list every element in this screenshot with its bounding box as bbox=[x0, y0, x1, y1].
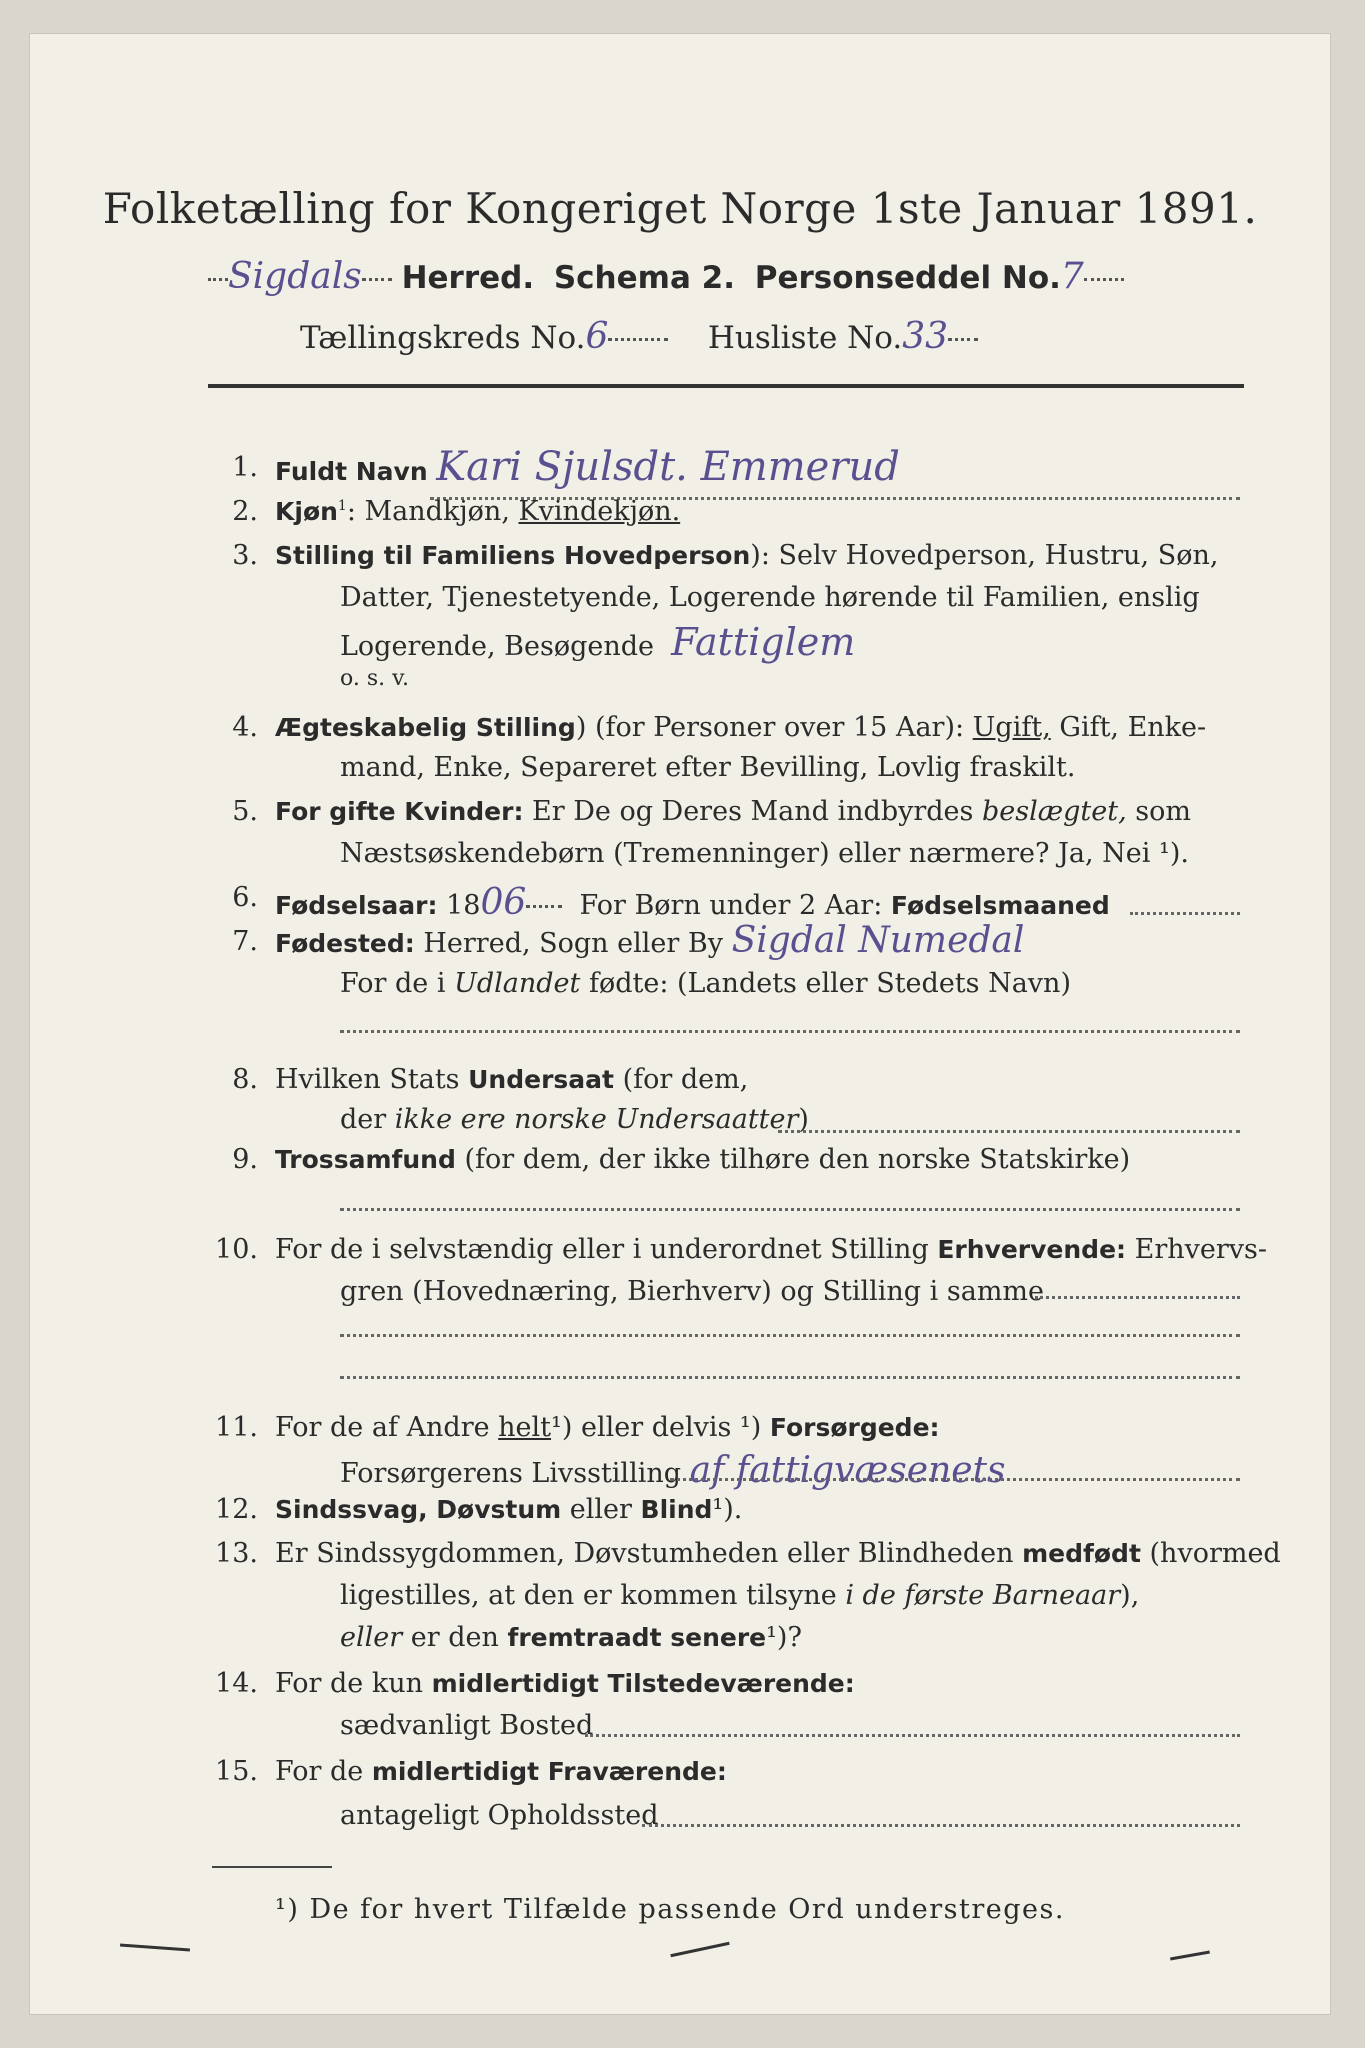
q4-text1: ) (for Personer over 15 Aar): bbox=[575, 712, 965, 743]
stray-mark-left bbox=[120, 1944, 190, 1952]
stray-mark-right bbox=[1170, 1951, 1210, 1961]
q3-line3 bbox=[340, 620, 855, 664]
census-form-sheet bbox=[30, 34, 1330, 2014]
form-title: Folketælling for Kongeriget Norge 1ste Januar 1891. bbox=[102, 184, 1258, 233]
q6-value: 06 bbox=[480, 882, 527, 923]
herred-line bbox=[208, 256, 1124, 297]
q2-label: Kjøn bbox=[275, 497, 338, 526]
q7-value: Sigdal Numedal bbox=[731, 920, 1025, 961]
q5-text2: Næstsøskendebørn (Tremenninger) eller nærmere? Ja, Nei ¹). bbox=[340, 838, 1189, 869]
q5-text1: Er De og Deres Mand indbyrdes bbox=[532, 796, 974, 827]
q3-number: 3. bbox=[232, 540, 258, 571]
footnote-rule bbox=[212, 1866, 332, 1868]
q10-text1b: Erhvervs- bbox=[1134, 1234, 1268, 1265]
q7-label: Fødested: bbox=[275, 929, 415, 958]
q9-label: Trossamfund bbox=[275, 1145, 456, 1174]
q2-line bbox=[275, 496, 680, 527]
q8-line2 bbox=[340, 1104, 809, 1135]
q11-number: 11. bbox=[215, 1412, 258, 1443]
herred-label: Herred. bbox=[401, 260, 535, 296]
q6-text2: For Børn under 2 Aar: bbox=[579, 890, 883, 921]
q11-text1a: For de af Andre bbox=[275, 1412, 490, 1443]
q9-line bbox=[275, 1144, 1130, 1175]
q9-number: 9. bbox=[232, 1144, 258, 1175]
q15-dotline bbox=[642, 1824, 1240, 1827]
header-rule bbox=[208, 384, 1244, 388]
q4-label: Ægteskabelig Stilling bbox=[275, 713, 576, 742]
q15-label: midlertidigt Fraværende: bbox=[371, 1757, 727, 1786]
q7-dotline bbox=[340, 1030, 1240, 1033]
q14-line1 bbox=[275, 1668, 855, 1699]
husliste-label: Husliste No. bbox=[707, 320, 903, 356]
q8-text1b: (for dem, bbox=[622, 1064, 749, 1095]
q8-text2a: der bbox=[340, 1104, 387, 1135]
q11-text1b: ¹) eller delvis ¹) bbox=[551, 1412, 762, 1443]
q10-dotline-2 bbox=[340, 1334, 1240, 1337]
herred-value: Sigdals bbox=[228, 256, 362, 297]
q8-line1 bbox=[275, 1064, 748, 1095]
q11-line2 bbox=[340, 1450, 1006, 1491]
q5-number: 5. bbox=[232, 796, 258, 827]
stray-mark-center bbox=[670, 1942, 729, 1957]
taellingskreds-value: 6 bbox=[585, 316, 609, 357]
q14-label: midlertidigt Tilstedeværende: bbox=[431, 1669, 855, 1698]
q1-value: Kari Sjulsdt. Emmerud bbox=[436, 444, 900, 490]
q13-text2a: ligestilles, at den er kommen tilsyne bbox=[340, 1580, 837, 1611]
personseddel-label: Personseddel No. bbox=[754, 260, 1061, 296]
personseddel-value: 7 bbox=[1060, 256, 1084, 297]
q15-text1a: For de bbox=[275, 1756, 364, 1787]
q8-italic: ikke ere norske Undersaatter bbox=[394, 1104, 799, 1135]
q14-dotline bbox=[585, 1734, 1240, 1737]
q12-line bbox=[275, 1494, 742, 1525]
q6-number: 6. bbox=[232, 882, 258, 913]
q1-line bbox=[275, 444, 900, 490]
q11-line1 bbox=[275, 1412, 940, 1443]
q7-line1 bbox=[275, 920, 1024, 961]
taellingskreds-line bbox=[300, 316, 978, 357]
q3-line1 bbox=[275, 540, 1218, 571]
q13-number: 13. bbox=[215, 1538, 258, 1569]
q13-text2b: ), bbox=[1120, 1580, 1140, 1611]
q4-line1 bbox=[275, 712, 1206, 743]
q10-dotline-1 bbox=[1035, 1296, 1240, 1299]
q7-line2 bbox=[340, 968, 1071, 999]
q5-italic: beslægtet, bbox=[981, 796, 1127, 827]
q11-value: af fattigvæsenets bbox=[689, 1450, 1006, 1491]
q15-line1 bbox=[275, 1756, 727, 1787]
q3-text3: Logerende, Besøgende bbox=[340, 631, 654, 662]
q6-text1: 18 bbox=[446, 890, 481, 921]
q2-sup: 1 bbox=[337, 498, 347, 514]
taellingskreds-label: Tællingskreds No. bbox=[300, 320, 586, 356]
q8-number: 8. bbox=[232, 1064, 258, 1095]
q7-italic: Udlandet bbox=[454, 968, 581, 999]
q10-number: 10. bbox=[215, 1234, 258, 1265]
q2-number: 2. bbox=[232, 496, 258, 527]
q13-line2 bbox=[340, 1580, 1139, 1611]
q13-text3b: ¹)? bbox=[766, 1622, 802, 1653]
q7-text1: Herred, Sogn eller By bbox=[423, 928, 723, 959]
q8-text1a: Hvilken Stats bbox=[275, 1064, 460, 1095]
q5-line1 bbox=[275, 796, 1191, 827]
q4-text1b: Gift, Enke- bbox=[1059, 712, 1207, 743]
q12-label2: Blind bbox=[640, 1495, 713, 1524]
q2-underlined: Kvindekjøn. bbox=[518, 496, 681, 527]
q3-text2: Datter, Tjenestetyende, Logerende hørende til Familien, enslig bbox=[340, 582, 1200, 613]
q3-label: Stilling til Familiens Hovedperson bbox=[275, 541, 751, 570]
q11-text2: Forsørgerens Livsstilling bbox=[340, 1458, 682, 1489]
q5-text1b: som bbox=[1135, 796, 1191, 827]
q10-label: Erhvervende: bbox=[937, 1235, 1127, 1264]
q7-number: 7. bbox=[232, 926, 258, 957]
q7-text2a: For de i bbox=[340, 968, 446, 999]
q6-label: Fødselsaar: bbox=[275, 891, 438, 920]
q6-dotline bbox=[1130, 912, 1240, 915]
q12-text1b: ¹). bbox=[712, 1494, 743, 1525]
q13-line1 bbox=[275, 1538, 1281, 1569]
q13-label: medfødt bbox=[1022, 1539, 1141, 1568]
q13-italic2: eller bbox=[340, 1622, 403, 1653]
q9-text1: (for dem, der ikke tilhøre den norske Statskirke) bbox=[464, 1144, 1131, 1175]
q13-line3 bbox=[340, 1622, 802, 1653]
q8-dotline bbox=[778, 1130, 1240, 1133]
q15-text2: antageligt Opholdssted bbox=[340, 1800, 659, 1831]
q8-text2b: ) bbox=[798, 1104, 809, 1135]
q14-text1a: For de kun bbox=[275, 1668, 423, 1699]
q13-text1b: (hvormed bbox=[1149, 1538, 1281, 1569]
q13-text3a: er den bbox=[410, 1622, 499, 1653]
q3-value: Fattiglem bbox=[671, 620, 856, 664]
q7-text2b: fødte: (Landets eller Stedets Navn) bbox=[588, 968, 1071, 999]
q14-number: 14. bbox=[215, 1668, 258, 1699]
q10-text2: gren (Hovednæring, Bierhverv) og Stilling i samme bbox=[340, 1276, 1045, 1307]
q5-label: For gifte Kvinder: bbox=[275, 797, 524, 826]
schema-label: Schema 2. bbox=[553, 260, 735, 296]
footnote: ¹) De for hvert Tilfælde passende Ord understreges. bbox=[275, 1894, 1065, 1925]
q12-label: Sindssvag, Døvstum bbox=[275, 1495, 562, 1524]
q13-label2: fremtraadt senere bbox=[507, 1623, 767, 1652]
q10-text1a: For de i selvstændig eller i underordnet Stilling bbox=[275, 1234, 929, 1265]
q4-text2: mand, Enke, Separeret efter Bevilling, Lovlig fraskilt. bbox=[340, 752, 1076, 783]
q12-number: 12. bbox=[215, 1494, 258, 1525]
q9-dotline bbox=[340, 1208, 1240, 1211]
q11-label: Forsørgede: bbox=[769, 1413, 940, 1442]
q8-label: Undersaat bbox=[468, 1065, 614, 1094]
q3-text4: o. s. v. bbox=[340, 666, 409, 691]
q15-number: 15. bbox=[215, 1756, 258, 1787]
q4-underlined: Ugift, bbox=[972, 712, 1051, 743]
q6-label2: Fødselsmaaned bbox=[890, 891, 1110, 920]
q10-dotline-3 bbox=[340, 1376, 1240, 1379]
q12-text1: eller bbox=[569, 1494, 632, 1525]
q1-label: Fuldt Navn bbox=[275, 457, 428, 486]
q11-underlined: helt bbox=[498, 1412, 552, 1443]
q14-text2: sædvanligt Bosted bbox=[340, 1710, 594, 1741]
q1-number: 1. bbox=[232, 452, 258, 483]
q13-text1a: Er Sindssygdommen, Døvstumheden eller Blindheden bbox=[275, 1538, 1014, 1569]
q13-italic: i de første Barneaar bbox=[845, 1580, 1121, 1611]
q6-line bbox=[275, 882, 1110, 923]
q4-number: 4. bbox=[232, 712, 258, 743]
q3-text1: ): Selv Hovedperson, Hustru, Søn, bbox=[750, 540, 1219, 571]
husliste-value: 33 bbox=[902, 316, 949, 357]
q2-text: : Mandkjøn, bbox=[346, 496, 510, 527]
q10-line1 bbox=[275, 1234, 1267, 1265]
q11-dotline bbox=[670, 1478, 1240, 1481]
